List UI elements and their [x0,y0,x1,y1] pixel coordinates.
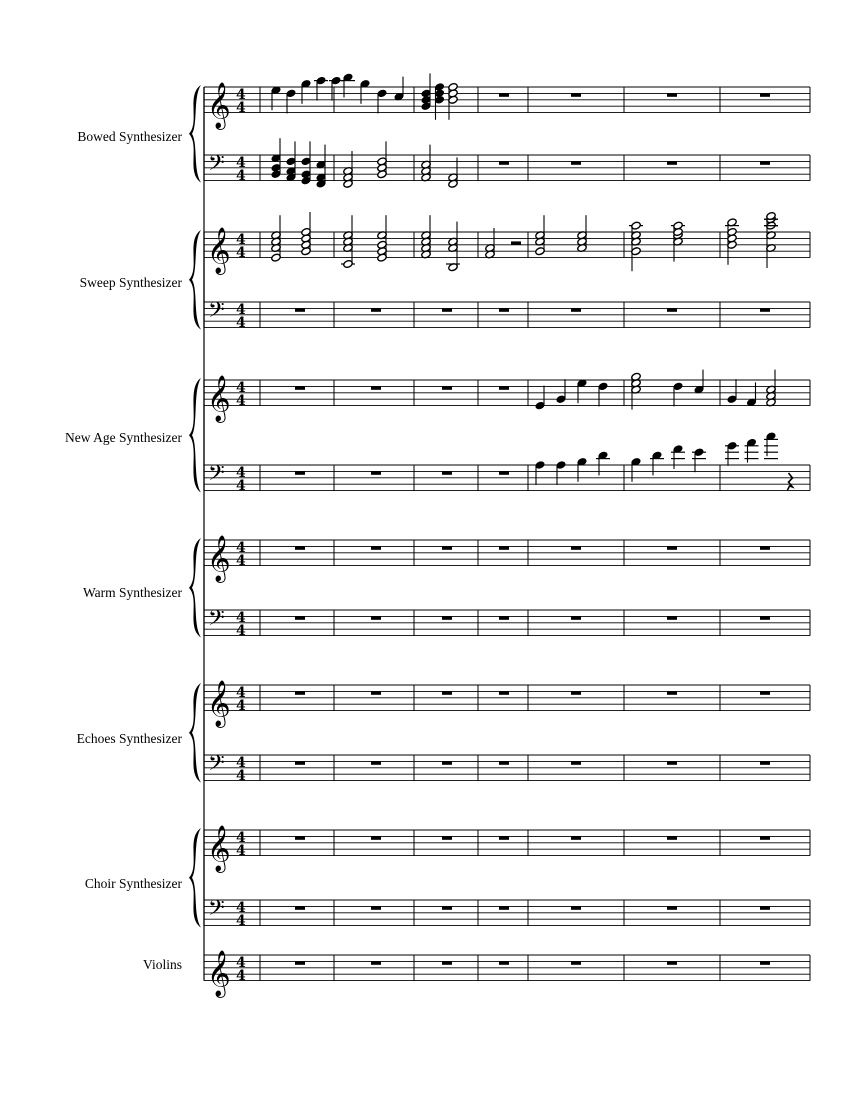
bowed-synthesizer-bass-m4-whole-rest [499,161,509,164]
warm-synthesizer-treble-treble-clef-icon: 𝄞 [207,535,231,582]
choir-synthesizer-treble-m7-whole-rest [760,836,770,839]
choir-synthesizer-bass-m6-whole-rest [667,906,677,909]
bowed-synthesizer-bass-bass-clef-icon: 𝄢 [208,151,225,181]
bowed-synthesizer-treble-m5-whole-rest [571,93,581,96]
sweep-synthesizer-bass-m4-whole-rest [499,308,509,311]
choir-synthesizer-bass-m3-whole-rest [442,906,452,909]
warm-synthesizer-bass-m2-whole-rest [371,616,381,619]
warm-synthesizer-treble-m3-whole-rest [442,546,452,549]
echoes-synthesizer-bass-m2-whole-rest [371,761,381,764]
warm-synthesizer-treble-time-signature-numerator: 4 [236,540,246,556]
echoes-synthesizer-treble-m1-whole-rest [295,691,305,694]
echoes-synthesizer-bass-m1-whole-rest [295,761,305,764]
newage-synthesizer-treble-m1-whole-rest [295,386,305,389]
warm-synthesizer-bass-m3-whole-rest [442,616,452,619]
choir-synthesizer-treble-treble-clef-icon: 𝄞 [207,825,231,872]
echoes-synthesizer-treble-m3-whole-rest [442,691,452,694]
newage-synthesizer-treble-m2-whole-rest [371,386,381,389]
warm-synthesizer-treble-m6-whole-rest [667,546,677,549]
choir-synthesizer-bass-time-signature-numerator: 4 [236,900,246,916]
sweep-synthesizer-bass-m6-whole-rest [667,308,677,311]
warm-synthesizer-bass-m4-whole-rest [499,616,509,619]
warm-synthesizer-bass-m1-whole-rest [295,616,305,619]
violins-treble-m6-whole-rest [667,961,677,964]
choir-synthesizer-treble-m2-whole-rest [371,836,381,839]
sweep-synthesizer-bass-m5-whole-rest [571,308,581,311]
bowed-synthesizer-treble-treble-clef-icon: 𝄞 [207,82,231,129]
choir-synthesizer-bass-m7-whole-rest [760,906,770,909]
newage-synthesizer-bass-bass-clef-icon: 𝄢 [208,461,225,491]
sweep-synthesizer-treble-time-signature-numerator: 4 [236,232,246,248]
choir-synthesizer-treble-m4-whole-rest [499,836,509,839]
violins-treble-time-signature-numerator: 4 [236,955,246,971]
label-choir-synthesizer: Choir Synthesizer [84,876,182,891]
music-notation [189,73,810,999]
newage-synthesizer-bass-m7-quarter-rest [788,473,793,490]
label-violins: Violins [143,957,182,972]
newage-synthesizer-treble-time-signature-numerator: 4 [236,380,246,396]
warm-synthesizer-bass-bass-clef-icon: 𝄢 [208,606,225,636]
choir-synthesizer-treble-m5-whole-rest [571,836,581,839]
echoes-synthesizer-treble-time-signature-denominator: 4 [236,698,246,714]
warm-synthesizer-bass-m7-whole-rest [760,616,770,619]
echoes-synthesizer-treble-m2-whole-rest [371,691,381,694]
sweep-synthesizer-brace [189,230,201,330]
echoes-synthesizer-treble-m4-whole-rest [499,691,509,694]
choir-synthesizer-bass-m2-whole-rest [371,906,381,909]
choir-synthesizer-brace [189,828,201,928]
violins-treble-m5-whole-rest [571,961,581,964]
label-echoes-synthesizer: Echoes Synthesizer [76,731,182,746]
choir-synthesizer-bass-bass-clef-icon: 𝄢 [208,896,225,926]
sweep-synthesizer-bass-m2-whole-rest [371,308,381,311]
sweep-synthesizer-treble-treble-clef-icon: 𝄞 [207,227,231,274]
violins-treble-time-signature-denominator: 4 [236,968,246,984]
echoes-synthesizer-bass-m6-whole-rest [667,761,677,764]
warm-synthesizer-treble-m5-whole-rest [571,546,581,549]
choir-synthesizer-bass-m5-whole-rest [571,906,581,909]
echoes-synthesizer-bass-time-signature-numerator: 4 [236,755,246,771]
newage-synthesizer-bass-m4-whole-rest [499,471,509,474]
label-new-age-synthesizer: New Age Synthesizer [65,430,182,445]
bowed-synthesizer-treble-time-signature-denominator: 4 [236,100,246,116]
label-warm-synthesizer: Warm Synthesizer [82,585,182,600]
bowed-synthesizer-bass-time-signature-numerator: 4 [236,155,246,171]
warm-synthesizer-treble-m7-whole-rest [760,546,770,549]
newage-synthesizer-bass-m1-whole-rest [295,471,305,474]
echoes-synthesizer-treble-time-signature-numerator: 4 [236,685,246,701]
echoes-synthesizer-bass-time-signature-denominator: 4 [236,768,246,784]
bowed-synthesizer-bass-m5-whole-rest [571,161,581,164]
label-sweep-synthesizer: Sweep Synthesizer [79,275,182,290]
echoes-synthesizer-treble-m5-whole-rest [571,691,581,694]
warm-synthesizer-bass-m6-whole-rest [667,616,677,619]
choir-synthesizer-bass-m4-whole-rest [499,906,509,909]
choir-synthesizer-treble-m6-whole-rest [667,836,677,839]
echoes-synthesizer-bass-bass-clef-icon: 𝄢 [208,751,225,781]
echoes-synthesizer-bass-m4-whole-rest [499,761,509,764]
warm-synthesizer-bass-time-signature-numerator: 4 [236,610,246,626]
sweep-synthesizer-bass-m1-whole-rest [295,308,305,311]
newage-synthesizer-treble-m3-whole-rest [442,386,452,389]
warm-synthesizer-bass-m5-whole-rest [571,616,581,619]
warm-synthesizer-treble-time-signature-denominator: 4 [236,553,246,569]
violins-treble-m7-whole-rest [760,961,770,964]
sweep-synthesizer-bass-time-signature-denominator: 4 [236,315,246,331]
echoes-synthesizer-bass-m7-whole-rest [760,761,770,764]
newage-synthesizer-bass-time-signature-denominator: 4 [236,478,246,494]
sweep-synthesizer-treble-time-signature-denominator: 4 [236,245,246,261]
sweep-synthesizer-bass-m3-whole-rest [442,308,452,311]
warm-synthesizer-treble-m2-whole-rest [371,546,381,549]
warm-synthesizer-brace [189,538,201,638]
bowed-synthesizer-brace [189,85,201,183]
newage-synthesizer-brace [189,378,201,493]
newage-synthesizer-treble-time-signature-denominator: 4 [236,393,246,409]
bowed-synthesizer-bass-time-signature-denominator: 4 [236,168,246,184]
label-bowed-synthesizer: Bowed Synthesizer [77,129,182,144]
newage-synthesizer-treble-m4-whole-rest [499,386,509,389]
sweep-synthesizer-bass-time-signature-numerator: 4 [236,302,246,318]
violins-treble-treble-clef-icon: 𝄞 [207,950,231,997]
echoes-synthesizer-treble-m6-whole-rest [667,691,677,694]
echoes-synthesizer-treble-m7-whole-rest [760,691,770,694]
echoes-synthesizer-treble-treble-clef-icon: 𝄞 [207,680,231,727]
sweep-synthesizer-bass-bass-clef-icon: 𝄢 [208,298,225,328]
newage-synthesizer-bass-m3-whole-rest [442,471,452,474]
bowed-synthesizer-bass-m6-whole-rest [667,161,677,164]
choir-synthesizer-treble-m1-whole-rest [295,836,305,839]
choir-synthesizer-bass-m1-whole-rest [295,906,305,909]
violins-treble-m3-whole-rest [442,961,452,964]
sweep-synthesizer-bass-m7-whole-rest [760,308,770,311]
newage-synthesizer-treble-treble-clef-icon: 𝄞 [207,375,231,422]
violins-treble-m1-whole-rest [295,961,305,964]
bowed-synthesizer-bass-m7-whole-rest [760,161,770,164]
choir-synthesizer-treble-m3-whole-rest [442,836,452,839]
choir-synthesizer-bass-time-signature-denominator: 4 [236,913,246,929]
choir-synthesizer-treble-time-signature-denominator: 4 [236,843,246,859]
echoes-synthesizer-bass-m3-whole-rest [442,761,452,764]
bowed-synthesizer-treble-m7-whole-rest [760,93,770,96]
instrument-labels [65,129,182,972]
warm-synthesizer-treble-m4-whole-rest [499,546,509,549]
bowed-synthesizer-treble-time-signature-numerator: 4 [236,87,246,103]
violins-treble-m2-whole-rest [371,961,381,964]
sweep-synthesizer-treble-m4-half-rest [511,241,521,244]
warm-synthesizer-treble-m1-whole-rest [295,546,305,549]
violins-treble-m4-whole-rest [499,961,509,964]
echoes-synthesizer-bass-m5-whole-rest [571,761,581,764]
echoes-synthesizer-brace [189,683,201,783]
newage-synthesizer-bass-time-signature-numerator: 4 [236,465,246,481]
newage-synthesizer-bass-m2-whole-rest [371,471,381,474]
bowed-synthesizer-treble-m6-whole-rest [667,93,677,96]
choir-synthesizer-treble-time-signature-numerator: 4 [236,830,246,846]
warm-synthesizer-bass-time-signature-denominator: 4 [236,623,246,639]
bowed-synthesizer-treble-m4-whole-rest [499,93,509,96]
